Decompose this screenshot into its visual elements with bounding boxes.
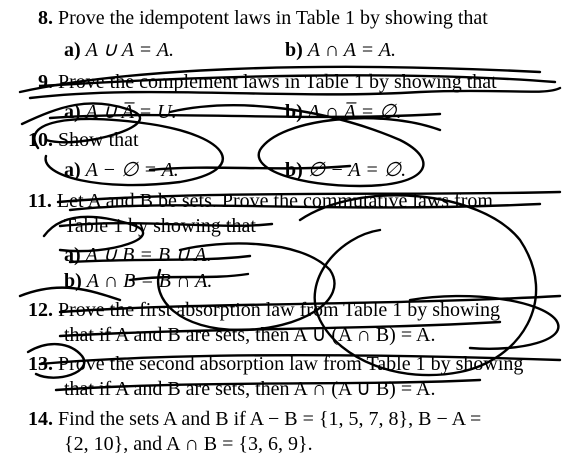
problem-9: [38, 70, 497, 94]
problem-number: 12.: [28, 299, 53, 321]
problem-10: [28, 128, 139, 152]
problem-number: 11.: [28, 190, 52, 212]
problem-13-continued: that if A and B are sets, then A ∩ (A ∪ B) = A.: [64, 378, 436, 400]
problem-number: 8.: [38, 7, 53, 29]
part-a: a) A ∪ A = A.: [64, 39, 175, 61]
problem-text: Prove the first absorption law from Table 1 by showing: [58, 299, 501, 321]
part-a: a) A ∪ A̅ = U.: [64, 101, 177, 123]
problem-text: Prove the idempotent laws in Table 1 by showing that: [58, 7, 488, 29]
problem-number: 9.: [38, 71, 53, 93]
problem-text: Show that: [58, 129, 139, 151]
problem-11-continued: Table 1 by showing that: [64, 215, 256, 237]
part-a: a) A − ∅ = A.: [64, 159, 179, 181]
problem-number: 13.: [28, 353, 53, 375]
problem-text: Prove the second absorption law from Table 1 by showing: [58, 353, 524, 375]
problem-11: [28, 189, 493, 213]
part-a: a) A ∪ B = B ∪ A.: [64, 244, 212, 266]
problem-13: [28, 352, 523, 376]
problem-text: Prove the complement laws in Table 1 by showing that: [58, 71, 497, 93]
problem-8: [38, 6, 488, 30]
part-b: b) ∅ − A = ∅.: [285, 159, 407, 181]
part-b: b) A ∩ B = B ∩ A.: [64, 270, 213, 292]
problem-14-continued: {2, 10}, and A ∩ B = {3, 6, 9}.: [64, 433, 313, 455]
problem-number: 14.: [28, 408, 53, 430]
problem-number: 10.: [28, 129, 53, 151]
problem-text: Find the sets A and B if A − B = {1, 5, 7, 8}, B − A =: [58, 408, 482, 430]
problem-14: [28, 407, 481, 431]
problem-text: Let A and B be sets. Prove the commutative laws from: [56, 190, 493, 212]
problem-12: [28, 298, 500, 322]
problem-12-continued: that if A and B are sets, then A ∪ (A ∩ B) = A.: [64, 324, 436, 346]
part-b: b) A ∩ A = A.: [285, 39, 396, 61]
part-b: b) A ∩ A̅ = ∅.: [285, 101, 402, 123]
